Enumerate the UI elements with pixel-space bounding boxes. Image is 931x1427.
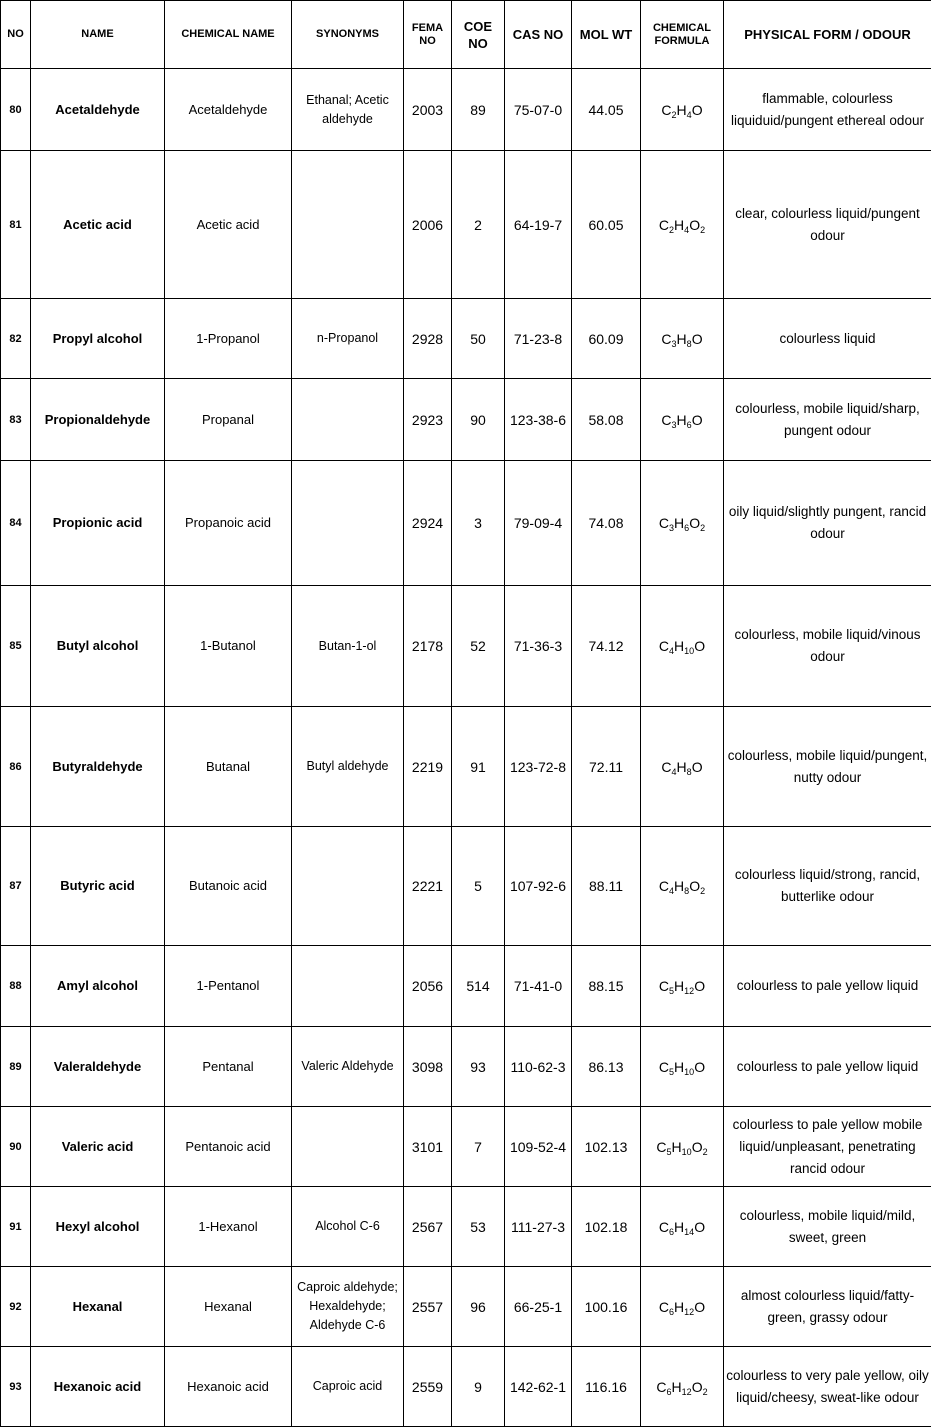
header-coe-no: COE NO — [452, 1, 505, 69]
formula-subscript: 5 — [669, 1067, 674, 1077]
formula-element: C — [659, 217, 669, 233]
table-row — [1, 707, 931, 827]
cell-name: Propionic acid — [31, 461, 165, 586]
header-name: NAME — [31, 1, 165, 69]
cell-mol-wt: 100.16 — [572, 1267, 641, 1347]
formula-element: H — [674, 1299, 684, 1315]
formula-subscript: 6 — [669, 1227, 674, 1237]
cell-chemical-formula — [641, 1027, 724, 1107]
formula-subscript: 12 — [682, 1387, 692, 1397]
cell-cas-no: 109-52-4 — [505, 1107, 572, 1187]
cell-cas-no: 111-27-3 — [505, 1187, 572, 1267]
table-row — [1, 1347, 931, 1427]
cell-no: 87 — [1, 827, 31, 946]
cell-cas-no: 107-92-6 — [505, 827, 572, 946]
cell-chemical-formula — [641, 69, 724, 151]
cell-fema-no: 2567 — [404, 1187, 452, 1267]
cell-fema-no: 3098 — [404, 1027, 452, 1107]
cell-name: Hexanal — [31, 1267, 165, 1347]
cell-mol-wt: 88.11 — [572, 827, 641, 946]
formula-element: H — [672, 1379, 682, 1395]
cell-chemical-name: Hexanoic acid — [165, 1347, 292, 1427]
cell-physical-form: colourless liquid — [724, 299, 931, 379]
formula-element: H — [674, 878, 684, 894]
formula-subscript: 6 — [667, 1387, 672, 1397]
table-row — [1, 1107, 931, 1187]
cell-fema-no: 2003 — [404, 69, 452, 151]
formula-subscript: 2 — [700, 523, 705, 533]
formula-subscript: 4 — [687, 110, 692, 120]
cell-mol-wt: 72.11 — [572, 707, 641, 827]
cell-synonyms — [292, 1107, 404, 1187]
cell-synonyms: Butan-1-ol — [292, 586, 404, 707]
formula-element: H — [674, 515, 684, 531]
cell-synonyms: Valeric Aldehyde — [292, 1027, 404, 1107]
formula-subscript: 14 — [684, 1227, 694, 1237]
cell-fema-no: 2056 — [404, 946, 452, 1027]
formula-subscript: 8 — [687, 767, 692, 777]
cell-name: Propionaldehyde — [31, 379, 165, 461]
cell-coe-no: 5 — [452, 827, 505, 946]
formula-subscript: 2 — [703, 1387, 708, 1397]
cell-chemical-name: 1-Pentanol — [165, 946, 292, 1027]
formula-subscript: 6 — [684, 523, 689, 533]
formula-element: H — [672, 1139, 682, 1155]
cell-synonyms: n-Propanol — [292, 299, 404, 379]
formula-subscript: 2 — [703, 1147, 708, 1157]
formula-subscript: 4 — [669, 886, 674, 896]
cell-physical-form: colourless to very pale yellow, oily liquid/cheesy, sweat-like odour — [724, 1347, 931, 1427]
cell-coe-no: 514 — [452, 946, 505, 1027]
formula-subscript: 10 — [682, 1147, 692, 1157]
header-mol-wt: MOL WT — [572, 1, 641, 69]
cell-no: 84 — [1, 461, 31, 586]
formula-subscript: 6 — [687, 420, 692, 430]
cell-name: Hexanoic acid — [31, 1347, 165, 1427]
table-row — [1, 69, 931, 151]
cell-no: 93 — [1, 1347, 31, 1427]
cell-chemical-name: Hexanal — [165, 1267, 292, 1347]
cell-chemical-formula — [641, 1187, 724, 1267]
formula-subscript: 3 — [672, 339, 677, 349]
cell-name: Propyl alcohol — [31, 299, 165, 379]
cell-cas-no: 110-62-3 — [505, 1027, 572, 1107]
cell-coe-no: 53 — [452, 1187, 505, 1267]
table-row — [1, 586, 931, 707]
formula-subscript: 2 — [700, 886, 705, 896]
cell-physical-form: colourless to pale yellow mobile liquid/unpleasant, penetrating rancid odour — [724, 1107, 931, 1187]
cell-mol-wt: 74.12 — [572, 586, 641, 707]
formula-element: C — [659, 515, 669, 531]
table-row — [1, 827, 931, 946]
cell-physical-form: colourless, mobile liquid/mild, sweet, green — [724, 1187, 931, 1267]
cell-no: 81 — [1, 151, 31, 299]
cell-no: 90 — [1, 1107, 31, 1187]
formula-subscript: 4 — [669, 646, 674, 656]
cell-name: Butyraldehyde — [31, 707, 165, 827]
formula-element: C — [661, 759, 671, 775]
table-row — [1, 379, 931, 461]
formula-subscript: 4 — [672, 767, 677, 777]
cell-mol-wt: 44.05 — [572, 69, 641, 151]
cell-coe-no: 93 — [452, 1027, 505, 1107]
cell-synonyms — [292, 379, 404, 461]
cell-physical-form: almost colourless liquid/fatty-green, grassy odour — [724, 1267, 931, 1347]
header-row — [1, 1, 931, 69]
table-row — [1, 1267, 931, 1347]
cell-mol-wt: 88.15 — [572, 946, 641, 1027]
cell-mol-wt: 60.05 — [572, 151, 641, 299]
cell-chemical-name: 1-Hexanol — [165, 1187, 292, 1267]
cell-name: Butyric acid — [31, 827, 165, 946]
formula-element: O — [692, 759, 703, 775]
cell-no: 85 — [1, 586, 31, 707]
cell-chemical-formula — [641, 299, 724, 379]
cell-no: 86 — [1, 707, 31, 827]
cell-coe-no: 90 — [452, 379, 505, 461]
formula-element: O — [694, 1059, 705, 1075]
cell-mol-wt: 74.08 — [572, 461, 641, 586]
formula-element: O — [694, 1299, 705, 1315]
formula-element: O — [692, 1379, 703, 1395]
cell-coe-no: 50 — [452, 299, 505, 379]
formula-element: H — [674, 1219, 684, 1235]
cell-chemical-formula — [641, 707, 724, 827]
formula-element: C — [656, 1139, 666, 1155]
cell-physical-form: oily liquid/slightly pungent, rancid odour — [724, 461, 931, 586]
formula-element: H — [677, 102, 687, 118]
cell-name: Hexyl alcohol — [31, 1187, 165, 1267]
cell-coe-no: 96 — [452, 1267, 505, 1347]
table-row — [1, 1187, 931, 1267]
cell-cas-no: 142-62-1 — [505, 1347, 572, 1427]
table-row — [1, 151, 931, 299]
cell-coe-no: 3 — [452, 461, 505, 586]
cell-chemical-name: Acetaldehyde — [165, 69, 292, 151]
cell-coe-no: 89 — [452, 69, 505, 151]
cell-physical-form: colourless liquid/strong, rancid, butterlike odour — [724, 827, 931, 946]
formula-subscript: 8 — [687, 339, 692, 349]
cell-cas-no: 71-36-3 — [505, 586, 572, 707]
cell-mol-wt: 116.16 — [572, 1347, 641, 1427]
cell-chemical-formula — [641, 1267, 724, 1347]
cell-coe-no: 9 — [452, 1347, 505, 1427]
formula-element: H — [677, 412, 687, 428]
cell-coe-no: 52 — [452, 586, 505, 707]
formula-subscript: 2 — [672, 110, 677, 120]
table-row — [1, 946, 931, 1027]
table-row — [1, 299, 931, 379]
formula-element: C — [661, 331, 671, 347]
header-synonyms: SYNONYMS — [292, 1, 404, 69]
cell-physical-form: colourless to pale yellow liquid — [724, 946, 931, 1027]
header-fema-no: FEMA NO — [404, 1, 452, 69]
cell-physical-form: flammable, colourless liquiduid/pungent ethereal odour — [724, 69, 931, 151]
cell-synonyms: Ethanal; Acetic aldehyde — [292, 69, 404, 151]
cell-chemical-name: Pentanoic acid — [165, 1107, 292, 1187]
cell-synonyms — [292, 461, 404, 586]
cell-chemical-name: Pentanal — [165, 1027, 292, 1107]
header-chemical-name: CHEMICAL NAME — [165, 1, 292, 69]
cell-chemical-name: Butanal — [165, 707, 292, 827]
cell-fema-no: 2559 — [404, 1347, 452, 1427]
cell-no: 89 — [1, 1027, 31, 1107]
cell-no: 83 — [1, 379, 31, 461]
cell-chemical-name: Propanoic acid — [165, 461, 292, 586]
cell-chemical-name: Butanoic acid — [165, 827, 292, 946]
formula-subscript: 6 — [669, 1307, 674, 1317]
cell-fema-no: 2928 — [404, 299, 452, 379]
formula-element: H — [677, 759, 687, 775]
cell-cas-no: 71-41-0 — [505, 946, 572, 1027]
cell-synonyms: Butyl aldehyde — [292, 707, 404, 827]
cell-coe-no: 91 — [452, 707, 505, 827]
cell-chemical-name: Propanal — [165, 379, 292, 461]
cell-fema-no: 3101 — [404, 1107, 452, 1187]
table-row — [1, 461, 931, 586]
formula-subscript: 5 — [667, 1147, 672, 1157]
formula-element: O — [694, 978, 705, 994]
formula-subscript: 12 — [684, 1307, 694, 1317]
formula-subscript: 4 — [684, 225, 689, 235]
formula-element: C — [656, 1379, 666, 1395]
cell-name: Acetic acid — [31, 151, 165, 299]
cell-chemical-name: 1-Propanol — [165, 299, 292, 379]
header-physical-form: PHYSICAL FORM / ODOUR — [724, 1, 931, 69]
cell-mol-wt: 102.13 — [572, 1107, 641, 1187]
formula-element: O — [692, 331, 703, 347]
formula-element: O — [694, 1219, 705, 1235]
cell-no: 92 — [1, 1267, 31, 1347]
cell-fema-no: 2006 — [404, 151, 452, 299]
formula-element: O — [692, 1139, 703, 1155]
cell-physical-form: colourless, mobile liquid/sharp, pungent odour — [724, 379, 931, 461]
formula-element: C — [661, 102, 671, 118]
header-no: NO — [1, 1, 31, 69]
cell-synonyms: Caproic acid — [292, 1347, 404, 1427]
formula-element: H — [674, 638, 684, 654]
formula-element: C — [661, 412, 671, 428]
cell-chemical-formula — [641, 379, 724, 461]
cell-synonyms — [292, 946, 404, 1027]
formula-element: O — [692, 412, 703, 428]
cell-fema-no: 2924 — [404, 461, 452, 586]
cell-chemical-name: Acetic acid — [165, 151, 292, 299]
formula-element: C — [659, 878, 669, 894]
cell-mol-wt: 86.13 — [572, 1027, 641, 1107]
formula-element: C — [659, 1219, 669, 1235]
cell-chemical-formula — [641, 151, 724, 299]
cell-mol-wt: 60.09 — [572, 299, 641, 379]
cell-synonyms — [292, 827, 404, 946]
cell-name: Acetaldehyde — [31, 69, 165, 151]
formula-subscript: 3 — [672, 420, 677, 430]
formula-subscript: 3 — [669, 523, 674, 533]
cell-chemical-formula — [641, 586, 724, 707]
formula-subscript: 12 — [684, 986, 694, 996]
cell-cas-no: 64-19-7 — [505, 151, 572, 299]
header-chemical-formula: CHEMICAL FORMULA — [641, 1, 724, 69]
cell-fema-no: 2221 — [404, 827, 452, 946]
formula-element: H — [674, 217, 684, 233]
cell-cas-no: 66-25-1 — [505, 1267, 572, 1347]
cell-synonyms: Alcohol C-6 — [292, 1187, 404, 1267]
cell-name: Valeric acid — [31, 1107, 165, 1187]
cell-name: Valeraldehyde — [31, 1027, 165, 1107]
formula-subscript: 5 — [669, 986, 674, 996]
formula-subscript: 2 — [700, 225, 705, 235]
cell-physical-form: clear, colourless liquid/pungent odour — [724, 151, 931, 299]
cell-name: Amyl alcohol — [31, 946, 165, 1027]
formula-subscript: 2 — [669, 225, 674, 235]
cell-no: 88 — [1, 946, 31, 1027]
formula-element: O — [689, 878, 700, 894]
cell-cas-no: 75-07-0 — [505, 69, 572, 151]
cell-chemical-formula — [641, 946, 724, 1027]
formula-element: O — [689, 515, 700, 531]
cell-cas-no: 79-09-4 — [505, 461, 572, 586]
formula-subscript: 10 — [684, 1067, 694, 1077]
cell-mol-wt: 102.18 — [572, 1187, 641, 1267]
cell-chemical-formula — [641, 461, 724, 586]
formula-element: C — [659, 1059, 669, 1075]
formula-element: C — [659, 978, 669, 994]
cell-name: Butyl alcohol — [31, 586, 165, 707]
table-body — [1, 69, 931, 1427]
cell-synonyms — [292, 151, 404, 299]
cell-fema-no: 2219 — [404, 707, 452, 827]
cell-coe-no: 2 — [452, 151, 505, 299]
cell-fema-no: 2557 — [404, 1267, 452, 1347]
cell-physical-form: colourless, mobile liquid/pungent, nutty odour — [724, 707, 931, 827]
cell-chemical-formula — [641, 1347, 724, 1427]
cell-cas-no: 71-23-8 — [505, 299, 572, 379]
table-row — [1, 1027, 931, 1107]
formula-element: H — [674, 1059, 684, 1075]
header-cas-no: CAS NO — [505, 1, 572, 69]
cell-no: 80 — [1, 69, 31, 151]
formula-element: O — [694, 638, 705, 654]
formula-subscript: 8 — [684, 886, 689, 896]
cell-chemical-name: 1-Butanol — [165, 586, 292, 707]
formula-element: O — [689, 217, 700, 233]
formula-subscript: 10 — [684, 646, 694, 656]
formula-element: H — [674, 978, 684, 994]
cell-synonyms: Caproic aldehyde; Hexaldehyde; Aldehyde C-6 — [292, 1267, 404, 1347]
cell-cas-no: 123-38-6 — [505, 379, 572, 461]
cell-no: 82 — [1, 299, 31, 379]
cell-cas-no: 123-72-8 — [505, 707, 572, 827]
formula-element: C — [659, 1299, 669, 1315]
cell-physical-form: colourless, mobile liquid/vinous odour — [724, 586, 931, 707]
cell-mol-wt: 58.08 — [572, 379, 641, 461]
formula-element: H — [677, 331, 687, 347]
formula-element: C — [659, 638, 669, 654]
cell-chemical-formula — [641, 1107, 724, 1187]
cell-fema-no: 2178 — [404, 586, 452, 707]
cell-fema-no: 2923 — [404, 379, 452, 461]
formula-element: O — [692, 102, 703, 118]
cell-no: 91 — [1, 1187, 31, 1267]
cell-physical-form: colourless to pale yellow liquid — [724, 1027, 931, 1107]
cell-coe-no: 7 — [452, 1107, 505, 1187]
cell-chemical-formula — [641, 827, 724, 946]
